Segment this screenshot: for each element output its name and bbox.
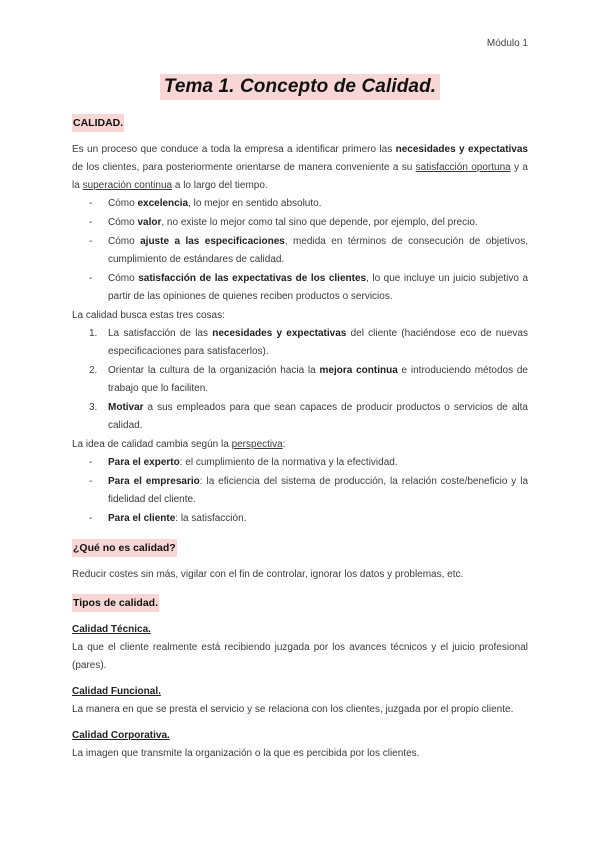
intro-bold-needs: necesidades y expectativas — [395, 144, 528, 155]
item-text: Cómo — [108, 198, 138, 209]
item-bold: ajuste a las especificaciones — [140, 236, 285, 247]
item-bold: necesidades y expectativas — [212, 328, 347, 339]
intro-text-2: de los clientes, para posteriormente orientarse de manera conveniente a su — [72, 162, 416, 173]
corporativa-text: La imagen que transmite la organización o la que es percibida por los clientes. — [72, 748, 420, 759]
calidad-intro-paragraph — [72, 141, 528, 195]
intro-underline-improvement: superación continua — [82, 180, 173, 191]
title-wrapper — [0, 74, 600, 100]
perspectiva-intro — [72, 436, 528, 454]
intro-text-4: a lo largo del tiempo. — [172, 180, 268, 191]
module-label: Módulo 1 — [486, 38, 528, 49]
item-text: e introduciendo métodos de trabajo que lo faciliten. — [108, 365, 528, 394]
section-heading-tipos: Tipos de calidad. — [72, 594, 159, 612]
item-text: Cómo — [108, 236, 141, 247]
section-heading-calidad: CALIDAD. — [72, 114, 124, 132]
perspectiva-text: La idea de calidad cambia según la — [72, 439, 232, 450]
item-bold: Para el empresario — [108, 476, 200, 487]
list-item — [72, 473, 528, 509]
item-number: 2. — [89, 365, 98, 376]
calidad-definitions-list — [72, 195, 528, 306]
calidad-goals-list — [72, 325, 528, 435]
intro-text-1: Es un proceso que conduce a toda la empresa a identificar primero las — [72, 144, 396, 155]
item-bold: mejora continua — [319, 365, 398, 376]
list-item — [72, 195, 528, 213]
item-text: , no existe lo mejor como tal sino que depende, por ejemplo, del precio. — [161, 217, 478, 228]
item-bold: Para el cliente — [108, 513, 176, 524]
perspectivas-list — [72, 454, 528, 528]
item-text: : la eficiencia del sistema de producción, la relación coste/beneficio y la fidelidad del cliente. — [108, 476, 529, 505]
item-text: del cliente (haciéndose eco de nuevas especificaciones para satisfacerlos). — [108, 328, 528, 357]
busca-intro: La calidad busca estas tres cosas: — [72, 310, 225, 321]
list-item — [72, 214, 528, 232]
list-item — [72, 270, 528, 306]
list-item — [72, 362, 528, 398]
tecnica-text: La que el cliente realmente está recibiendo juzgada por los avances técnicos y el juicio profesional (pares). — [72, 642, 528, 671]
list-item — [72, 454, 528, 472]
subheading-tecnica: Calidad Técnica. — [72, 624, 151, 635]
document-body — [72, 114, 528, 763]
page-title: Tema 1. Concepto de Calidad. — [160, 74, 440, 100]
item-text: Orientar la cultura de la organización hacia la — [108, 365, 320, 376]
no-calidad-text: Reducir costes sin más, vigilar con el fin de controlar, ignorar los datos y problemas, etc. — [72, 569, 464, 580]
subheading-funcional: Calidad Funcional. — [72, 686, 161, 697]
item-text: : la satisfacción. — [175, 513, 247, 524]
intro-underline-satisfaction: satisfacción oportuna — [415, 162, 511, 173]
perspectiva-underline: perspectiva — [231, 439, 283, 450]
intro-text-3: y a la — [72, 162, 528, 191]
item-bold: excelencia — [137, 198, 189, 209]
item-bold: valor — [137, 217, 162, 228]
item-text: : el cumplimiento de la normativa y la efectividad. — [179, 457, 398, 468]
item-text: , lo que incluye un juicio subjetivo a partir de las opiniones de quienes reciben productos o servicios. — [108, 273, 529, 302]
list-item — [72, 510, 528, 528]
item-number: 1. — [89, 328, 98, 339]
item-text: Cómo — [108, 217, 138, 228]
item-bold: satisfacción de las expectativas de los clientes — [138, 273, 367, 284]
item-text: , medida en términos de consecución de objetivos, cumplimiento de estándares de calidad. — [108, 236, 528, 265]
item-text: Cómo — [108, 273, 139, 284]
item-number: 3. — [89, 402, 98, 413]
section-heading-no-calidad: ¿Qué no es calidad? — [72, 539, 177, 557]
item-bold: Para el experto — [108, 457, 180, 468]
list-item — [72, 325, 528, 361]
subheading-corporativa: Calidad Corporativa. — [72, 730, 170, 741]
funcional-text: La manera en que se presta el servicio y se relaciona con los clientes, juzgada por el propio cliente. — [72, 704, 514, 715]
item-text: La satisfacción de las — [108, 328, 213, 339]
item-bold: Motivar — [108, 402, 144, 413]
list-item — [72, 399, 528, 435]
item-text: , lo mejor en sentido absoluto. — [188, 198, 322, 209]
perspectiva-colon: : — [282, 439, 286, 450]
list-item — [72, 233, 528, 269]
item-text: a sus empleados para que sean capaces de producir productos o servicios de alta calidad. — [108, 402, 528, 431]
